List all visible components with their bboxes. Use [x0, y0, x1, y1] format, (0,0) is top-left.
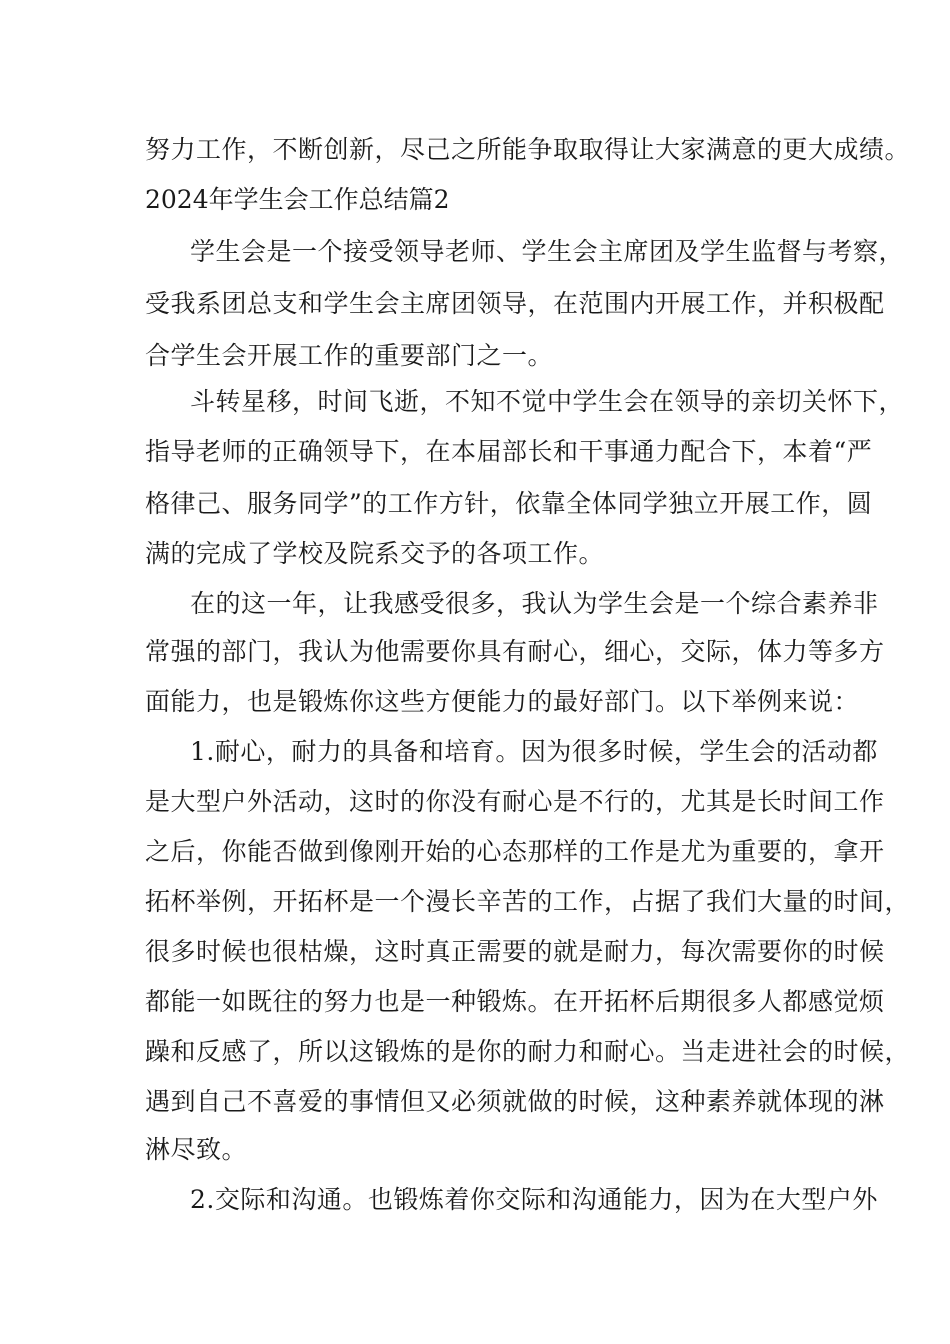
paragraph-line: 淋尽致。: [145, 1135, 248, 1164]
paragraph-line: 都能一如既往的努力也是一种锻炼。在开拓杯后期很多人都感觉烦: [145, 987, 885, 1016]
paragraph-line: 是大型户外活动，这时的你没有耐心是不行的，尤其是长时间工作: [145, 787, 885, 816]
paragraph-line: 在的这一年，让我感受很多，我认为学生会是一个综合素养非: [190, 589, 879, 618]
text-line: 努力工作，不断创新，尽己之所能争取取得让大家满意的更大成绩。: [145, 135, 911, 164]
paragraph-line: 常强的部门，我认为他需要你具有耐心，细心，交际，体力等多方: [145, 637, 885, 666]
paragraph-line: 遇到自己不喜爱的事情但又必须就做的时候，这种素养就体现的淋: [145, 1087, 885, 1116]
paragraph-line: 躁和反感了，所以这锻炼的是你的耐力和耐心。当走进社会的时候，: [145, 1037, 911, 1066]
paragraph-line: 斗转星移，时间飞逝，不知不觉中学生会在领导的亲切关怀下，: [190, 387, 905, 416]
paragraph-line: 合学生会开展工作的重要部门之一。: [145, 341, 554, 370]
paragraph-line: 格律己、服务同学”的工作方针，依靠全体同学独立开展工作，圆: [145, 489, 873, 518]
paragraph-line: 指导老师的正确领导下，在本届部长和干事通力配合下，本着“严: [145, 437, 873, 466]
paragraph-line: 1.耐心，耐力的具备和培育。因为很多时候，学生会的活动都: [190, 737, 878, 766]
section-title: 2024年学生会工作总结篇2: [145, 185, 450, 214]
paragraph-line: 受我系团总支和学生会主席团领导，在范围内开展工作，并积极配: [145, 289, 885, 318]
paragraph-line: 之后，你能否做到像刚开始的心态那样的工作是尤为重要的，拿开: [145, 837, 885, 866]
paragraph-line: 面能力，也是锻炼你这些方便能力的最好部门。以下举例来说：: [145, 687, 860, 716]
paragraph-line: 学生会是一个接受领导老师、学生会主席团及学生监督与考察，: [190, 237, 905, 266]
paragraph-line: 很多时候也很枯燥，这时真正需要的就是耐力，每次需要你的时候: [145, 937, 885, 966]
paragraph-line: 满的完成了学校及院系交予的各项工作。: [145, 539, 605, 568]
paragraph-line: 拓杯举例，开拓杯是一个漫长辛苦的工作，占据了我们大量的时间，: [145, 887, 911, 916]
paragraph-line: 2.交际和沟通。也锻炼着你交际和沟通能力，因为在大型户外: [190, 1185, 878, 1214]
